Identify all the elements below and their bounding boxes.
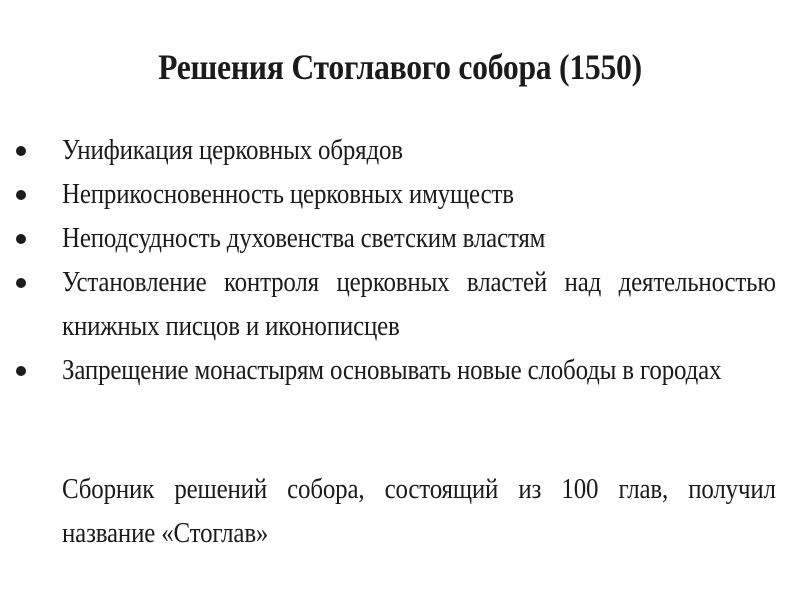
list-item-text: Унификация церковных обрядов: [62, 134, 403, 166]
decisions-list: [14, 128, 774, 392]
list-item: [14, 172, 774, 216]
list-item: [14, 348, 774, 392]
bullet-dot-icon: [16, 278, 26, 288]
list-item: [14, 216, 774, 260]
list-item-text: Установление контроля церковных властей над деятельностью книжных писцов и иконописцев: [62, 266, 776, 342]
list-item-text: Запрещение монастырям основывать новые слободы в городах: [62, 354, 722, 386]
list-item: [14, 128, 774, 172]
bullet-dot-icon: [16, 190, 26, 200]
list-item-text: Неприкосновенность церковных имуществ: [62, 178, 514, 210]
bullet-dot-icon: [16, 234, 26, 244]
stoglav-note: Сборник решений собора, состоящий из 100 глав, получил название «Стоглав»: [62, 473, 776, 549]
bullet-dot-icon: [16, 146, 26, 156]
document-title: Решения Стоглавого собора (1550): [158, 47, 642, 87]
list-item: [14, 260, 774, 348]
bullet-dot-icon: [16, 366, 26, 376]
list-item-text: Неподсудность духовенства светским властям: [62, 222, 546, 254]
